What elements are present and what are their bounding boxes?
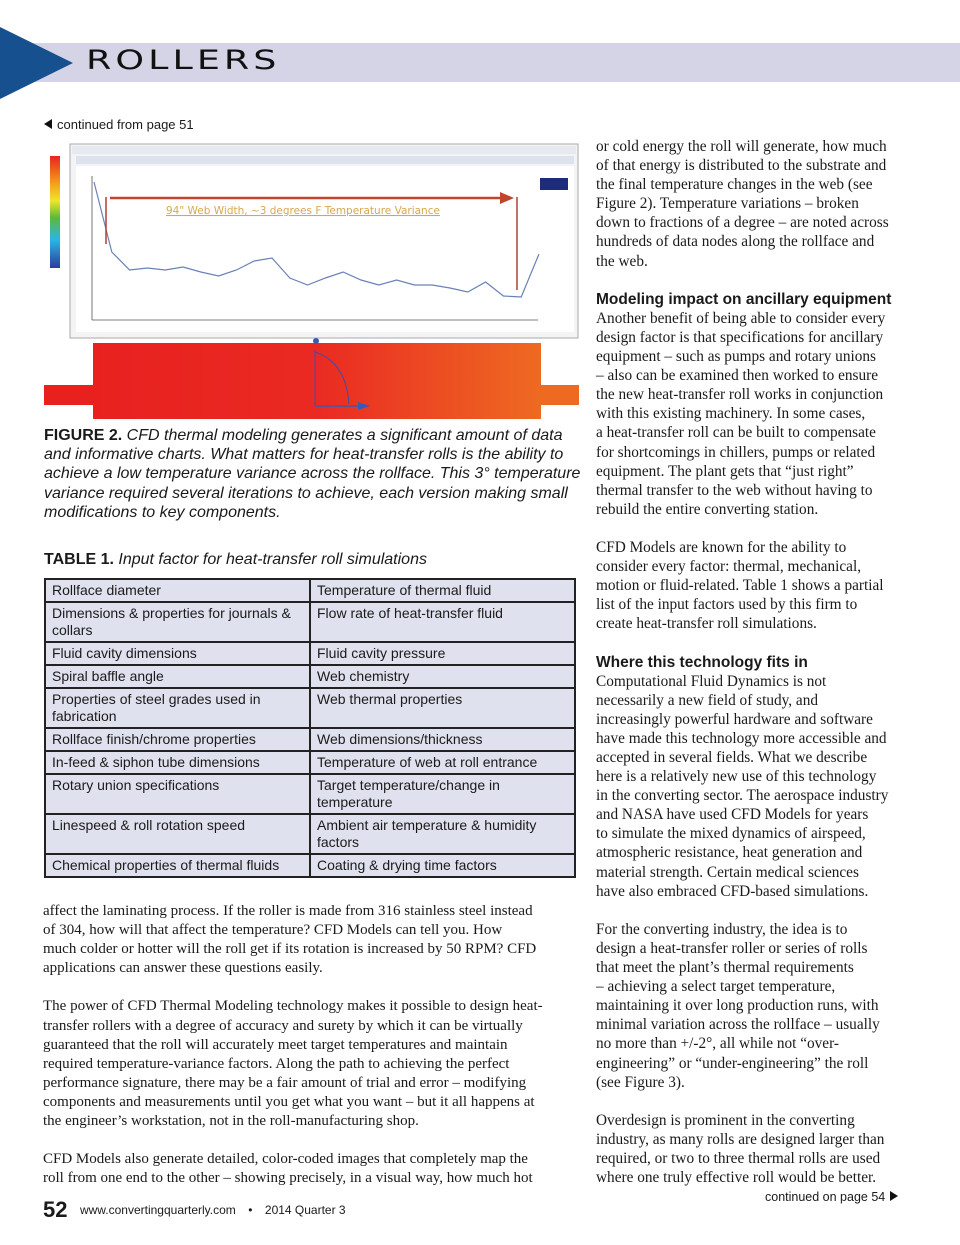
continued-from	[44, 117, 194, 132]
table-cell: Fluid cavity dimensions	[45, 642, 310, 665]
text-line: – also can be examined then worked to ensure	[596, 367, 879, 385]
caption-lines	[44, 427, 580, 521]
paragraph-gap	[43, 1131, 543, 1150]
section-heading: Modeling impact on ancillary equipment	[596, 290, 892, 308]
roll-heatmap	[93, 343, 541, 419]
table-label: TABLE 1.	[44, 551, 114, 568]
text-line: – achieving a select target temperature,	[596, 978, 836, 996]
text-line: the web.	[596, 252, 648, 270]
text-line: here is a relatively new use of this technology	[596, 768, 877, 786]
table-cell: Spiral baffle angle	[45, 665, 310, 688]
table-row	[45, 579, 575, 602]
text-line: CFD Models also generate detailed, color-coded images that completely map the	[43, 1151, 528, 1168]
text-line: that meet the plant’s thermal requirements	[596, 959, 854, 977]
table-cell: Chemical properties of thermal fluids	[45, 854, 310, 877]
text-line: a heat-transfer roll can be built to compensate	[596, 424, 876, 442]
text-line: the engineer’s workstation, not in the roll-manufacturing shop.	[43, 1113, 419, 1130]
table-cell: Coating & drying time factors	[310, 854, 575, 877]
text-line: of 304, how will that affect the temperature? CFD Models can tell you. How	[43, 922, 503, 939]
table-cell: Linespeed & roll rotation speed	[45, 814, 310, 854]
paragraph-gap	[596, 271, 891, 290]
paragraph	[596, 920, 891, 1092]
table-title-text: Input factor for heat-transfer roll simulations	[113, 551, 427, 568]
text-line: required, or two to three thermal rolls are used	[596, 1149, 881, 1167]
text-line: accepted in several fields. What we describe	[596, 749, 868, 766]
table-cell: Dimensions & properties for journals & collars	[45, 602, 310, 642]
text-line: For the converting industry, the idea is to	[596, 920, 848, 938]
input-factor-table	[44, 578, 576, 878]
paragraph-gap	[43, 978, 543, 997]
left-column-text	[43, 902, 543, 1188]
header-triangle	[0, 27, 73, 99]
text-line: have made this technology more accessible and	[596, 729, 887, 747]
table-row	[45, 665, 575, 688]
issue-label: 2014 Quarter 3	[264, 1203, 346, 1217]
caption-line: CFD thermal modeling generates a significant amount of data	[122, 427, 563, 444]
figure-2-image	[44, 142, 579, 420]
table-cell: Web thermal properties	[310, 688, 575, 728]
paragraph	[596, 137, 891, 271]
caption-line: achieve a low temperature variance across the rollface. This 3° temperature	[44, 465, 581, 483]
table-cell: Web chemistry	[310, 665, 575, 688]
table-cell: Rollface finish/chrome properties	[45, 728, 310, 751]
footer	[43, 1197, 346, 1223]
paragraph-gap	[596, 633, 891, 652]
continued-from-text: continued from page 51	[57, 117, 194, 132]
text-line: the new heat-transfer roll works in conjunction	[596, 386, 884, 404]
table-row	[45, 602, 575, 642]
text-line: thermal transfer to the web without having to	[596, 481, 873, 499]
text-line: atmospheric resistance, heat generation and	[596, 844, 863, 862]
text-line: consider every factor: thermal, mechanical,	[596, 558, 862, 576]
table-row	[45, 774, 575, 814]
text-line: equipment – such as pumps and rotary unions	[596, 348, 876, 366]
paragraph-gap	[596, 1092, 891, 1111]
text-line: CFD Models are known for the ability to	[596, 538, 847, 556]
footer-separator: •	[248, 1203, 253, 1217]
paragraph	[43, 902, 543, 978]
text-line: motion or fluid-related. Table 1 shows a partial	[596, 577, 884, 595]
table-cell: Fluid cavity pressure	[310, 642, 575, 665]
text-line: design factor is that specifications for ancillary	[596, 328, 884, 346]
continued-on-text: continued on page 54	[765, 1190, 886, 1204]
arrow-right-icon	[890, 1191, 898, 1201]
text-line: have also embraced CFD-based simulations.	[596, 882, 869, 900]
table-cell: Rollface diameter	[45, 579, 310, 602]
text-line: rebuild the entire converting station.	[596, 500, 819, 518]
paragraph	[43, 997, 543, 1131]
text-line: Figure 2). Temperature variations – broken	[596, 195, 859, 213]
text-line: The power of CFD Thermal Modeling technology makes it possible to design heat-	[43, 998, 543, 1015]
table-row	[45, 642, 575, 665]
text-line: down to fractions of a degree – are noted across	[596, 214, 889, 232]
text-line: material strength. Certain medical sciences	[596, 863, 859, 881]
text-line: the final temperature changes in the web (see	[596, 176, 873, 194]
section-heading: Where this technology fits in	[596, 653, 808, 671]
color-scale-bar	[50, 156, 60, 268]
paragraph	[596, 538, 891, 633]
table-cell: Temperature of web at roll entrance	[310, 751, 575, 774]
paragraph	[43, 1150, 543, 1188]
text-line: no more than +/-2°, all while not “over-	[596, 1035, 839, 1053]
text-line: and NASA have used CFD Models for years	[596, 806, 869, 824]
text-line: (see Figure 3).	[596, 1073, 685, 1091]
text-line: required temperature-variance factors. Along the path to achieving the perfect	[43, 1055, 510, 1072]
caption-label: FIGURE 2.	[44, 427, 123, 444]
text-line: roll from one end to the other – showing precisely, in a visual way, how much hot	[43, 1170, 533, 1187]
text-line: performance signature, there may be a fair amount of trial and error – modifying	[43, 1074, 527, 1091]
text-line: guaranteed that the roll will accurately meet target temperatures and maintain	[43, 1036, 508, 1053]
table-cell: Ambient air temperature & humidity factors	[310, 814, 575, 854]
text-line: of that energy is distributed to the substrate and	[596, 157, 887, 175]
table-row	[45, 688, 575, 728]
table-title	[44, 551, 427, 569]
text-line: Another benefit of being able to consider every	[596, 309, 886, 327]
page-number: 52	[43, 1197, 68, 1222]
cfd-figure	[44, 142, 579, 420]
text-line: components and measurements until you get what you want – but it all happens at	[43, 1093, 535, 1110]
arrow-left-icon	[44, 119, 52, 129]
table-cell: Web dimensions/thickness	[310, 728, 575, 751]
caption-line: and informative charts. What matters for heat-transfer rolls is the ability to	[44, 446, 564, 464]
paragraph	[596, 672, 891, 901]
table-cell: Properties of steel grades used in fabrication	[45, 688, 310, 728]
text-line: list of the input factors used by this firm to	[596, 596, 858, 614]
paragraph	[596, 1111, 891, 1187]
text-line: transfer rollers with a degree of accuracy and surety by which it can be virtually	[43, 1017, 523, 1034]
table-row	[45, 854, 575, 877]
text-line: increasingly powerful hardware and software	[596, 710, 873, 728]
paragraph-gap	[596, 901, 891, 920]
text-line: engineering” or “under-engineering” the roll	[596, 1054, 869, 1072]
text-line: affect the laminating process. If the roller is made from 316 stainless steel instead	[43, 903, 533, 919]
text-line: create heat-transfer roll simulations.	[596, 615, 817, 633]
text-line: applications can answer these questions easily.	[43, 960, 323, 977]
website-link[interactable]: www.convertingquarterly.com	[79, 1203, 236, 1217]
section-title: ROLLERS	[86, 45, 281, 76]
text-line: necessarily a new field of study, and	[596, 691, 819, 709]
figure-caption	[44, 426, 584, 522]
text-line: hundreds of data nodes along the rollface and	[596, 233, 875, 251]
table-cell: In-feed & siphon tube dimensions	[45, 751, 310, 774]
paragraph	[596, 309, 891, 519]
text-line: in the converting sector. The aerospace industry	[596, 787, 889, 805]
table-cell: Rotary union specifications	[45, 774, 310, 814]
paragraph-gap	[596, 519, 891, 538]
text-line: minimal variation across the rollface – usually	[596, 1016, 880, 1034]
caption-line: variance required several iterations to achieve, each version making small	[44, 484, 568, 502]
text-line: or cold energy the roll will generate, how much	[596, 138, 887, 155]
text-line: with this existing machinery. In some cases,	[596, 405, 866, 423]
text-line: maintaining it over long production runs, with	[596, 997, 879, 1015]
text-line: Overdesign is prominent in the converting	[596, 1111, 855, 1129]
right-column-text	[596, 137, 891, 1187]
table-row	[45, 814, 575, 854]
text-line: to simulate the mixed dynamics of airspeed,	[596, 825, 866, 843]
text-line: Computational Fluid Dynamics is not	[596, 672, 827, 690]
text-line: design a heat-transfer roller or series of rolls	[596, 939, 868, 957]
text-line: where one truly effective roll would be better.	[596, 1169, 877, 1187]
table-row	[45, 751, 575, 774]
continued-on	[765, 1190, 898, 1204]
figure-annotation: 94" Web Width, ~3 degrees F Temperature Variance	[166, 205, 440, 217]
text-line: much colder or hotter will the roll get if its rotation is increased by 50 RPM? CFD	[43, 941, 537, 958]
caption-line: modifications to key components.	[44, 503, 281, 521]
text-line: for shortcomings in chillers, pumps or related	[596, 443, 876, 461]
table-cell: Target temperature/change in temperature	[310, 774, 575, 814]
table-row	[45, 728, 575, 751]
table-cell: Flow rate of heat-transfer fluid	[310, 602, 575, 642]
text-line: equipment. The plant gets that “just right”	[596, 462, 854, 480]
text-line: industry, as many rolls are designed larger than	[596, 1130, 885, 1148]
table-cell: Temperature of thermal fluid	[310, 579, 575, 602]
